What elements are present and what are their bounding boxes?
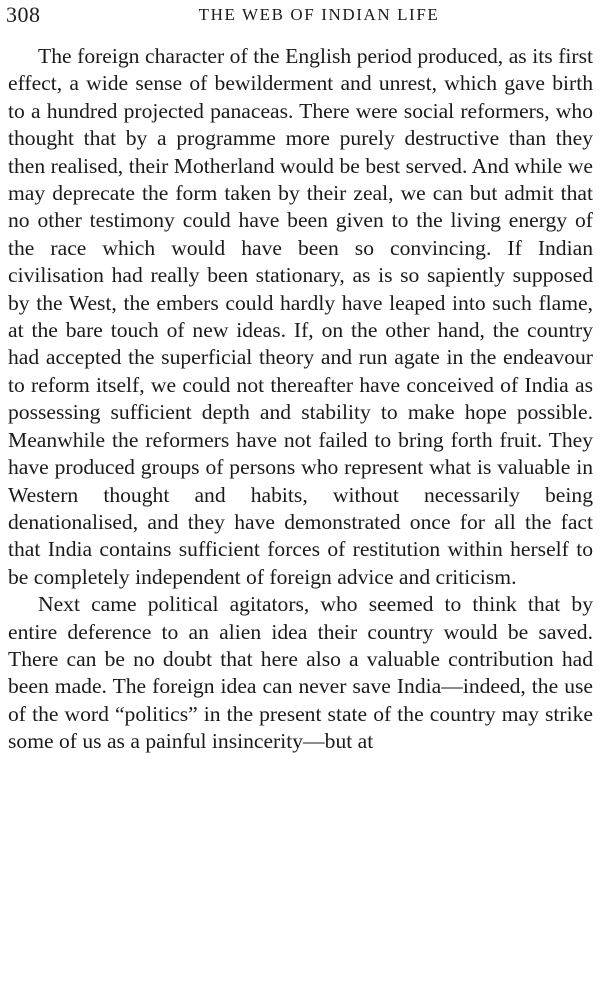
paragraph: Next came political agitators, who seemed to think that by entire deference to an alien idea their country would be saved. There can be no doubt that here also a valuable contribution had been made. The foreign idea can never save India—indeed, the use of the word “politics” in the present state of the country may strike some of us as a painful insincerity—but at	[8, 592, 593, 754]
page-number: 308	[6, 2, 41, 27]
paragraph: The foreign character of the English period produced, as its first effect, a wide sense of bewilderment and unrest, which gave birth to a hundred projected panaceas. There were social reformers, who thought that by a programme more purely destructive than they then realised, their Motherland would be best served. And while we may deprecate the form taken by their zeal, we can but admit that no other testimony could have been given to the living energy of the race which would have been so convincing. If Indian civilisation had really been stationary, as is so sapiently supposed by the West, the embers could hardly have leaped into such flame, at the bare touch of new ideas. If, on the other hand, the country had accepted the superficial theory and run agate in the endeavour to reform itself, we could not thereafter have conceived of India as possessing sufficient depth and stability to make hope possible. Meanwhile the reformers have not failed to bring forth fruit. They have produced groups of persons who represent what is valuable in Western thought and habits, without necessarily being denationalised, and they have demonstrated once for all the fact that India contains sufficient forces of restitution within herself to be completely independent of foreign advice and criticism.	[8, 44, 593, 589]
body-text	[8, 43, 593, 756]
running-title: THE WEB OF INDIAN LIFE	[198, 5, 440, 24]
running-head	[6, 2, 592, 34]
